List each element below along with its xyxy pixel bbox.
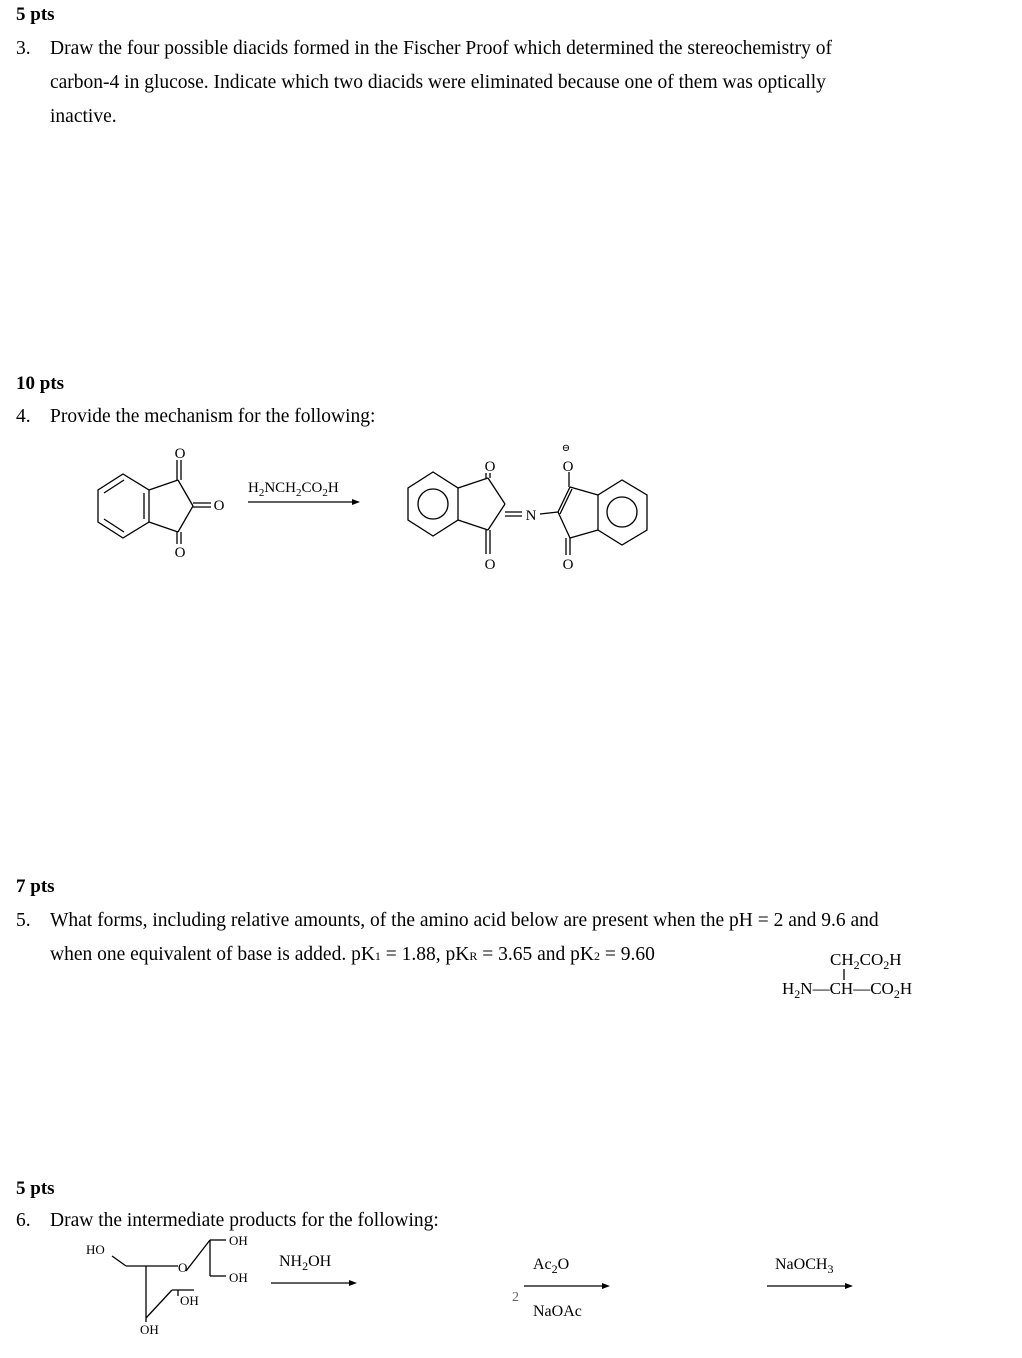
q4-prompt: Provide the mechanism for the following: — [50, 406, 376, 427]
sugar-label-oh-bottom: OH — [140, 1322, 159, 1337]
step2-reagent-top: $Ac_2O$ — [533, 1256, 570, 1276]
sugar-label-ho: HO — [86, 1242, 105, 1257]
q3-points: 5 pts — [16, 4, 55, 25]
product-oxygen-top-left: O — [484, 459, 496, 475]
stray-mark: 2 — [512, 1290, 519, 1305]
side-chain-label: $CH_2CO_2H$ — [830, 950, 902, 972]
q3-number: 3. — [16, 38, 31, 59]
product-oxygen-top-right: O — [562, 459, 574, 475]
sugar-label-oh-middle: OH — [229, 1270, 248, 1285]
product-nitrogen: N — [525, 508, 537, 524]
reactant-oxygen-top: O — [174, 446, 186, 462]
reactant-oxygen-right: O — [213, 498, 225, 514]
product-oxygen-bottom-left: O — [484, 557, 496, 573]
sugar-label-ring-oxygen: O — [178, 1260, 188, 1275]
product-oxygen-bottom-right: O — [562, 557, 574, 573]
q4-reagent: $H_2NCH_2CO_2H$ — [248, 480, 339, 499]
sugar-label-oh-inner: OH — [180, 1293, 199, 1308]
q5-line1: What forms, including relative amounts, of the amino acid below are present when the pH = 2 and 9.6 and — [50, 910, 879, 931]
q5-line2: when one equivalent of base is added. pK1 = 1.88, pKR = 3.65 and pK2 = 9.60 — [50, 944, 655, 965]
q5-points: 7 pts — [16, 876, 55, 897]
q5-number: 5. — [16, 910, 31, 931]
q3-line3: inactive. — [50, 106, 117, 127]
sugar-label-oh-top: OH — [229, 1233, 248, 1248]
q4-number: 4. — [16, 406, 31, 427]
q6-number: 6. — [16, 1210, 31, 1231]
reactant-oxygen-bottom: O — [174, 545, 186, 561]
backbone-label: $H_2N—CH—CO_2H$ — [782, 979, 913, 1001]
q4-points: 10 pts — [16, 373, 65, 394]
step1-reagent: $NH_2OH$ — [279, 1253, 332, 1273]
q6-prompt: Draw the intermediate products for the following: — [50, 1210, 439, 1231]
sugar-haworth-structure — [112, 1240, 845, 1322]
q6-points: 5 pts — [16, 1178, 55, 1199]
negative-charge-icon: ⊖ — [561, 443, 571, 454]
q3-line2: carbon-4 in glucose. Indicate which two diacids were eliminated because one of them was optically — [50, 72, 826, 93]
step2-reagent-bottom: NaOAc — [533, 1303, 582, 1320]
q3-line1: Draw the four possible diacids formed in the Fischer Proof which determined the stereochemistry of — [50, 38, 832, 59]
step3-reagent: NaOCH$_3$ — [775, 1256, 834, 1276]
